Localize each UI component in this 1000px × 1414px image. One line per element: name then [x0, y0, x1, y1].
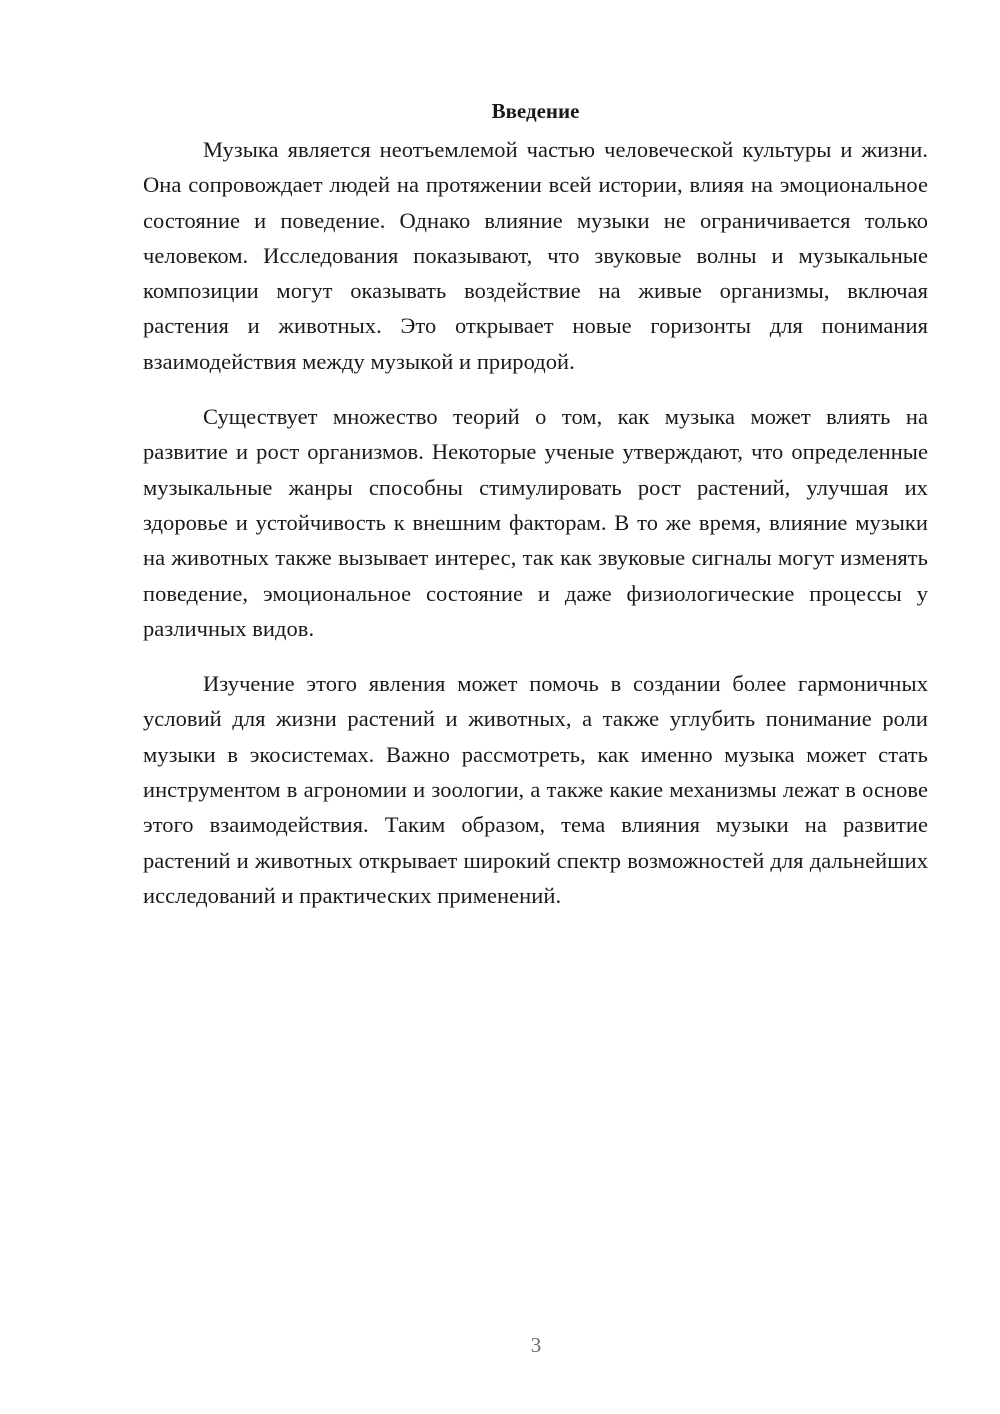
- page-content: [143, 96, 928, 933]
- paragraph-3: Изучение этого явления может помочь в создании более гармоничных условий для жизни растений и животных, а также углубить понимание роли музыки в экосистемах. Важно рассмотреть, как именно музыка может стать инструментом в агрономии и зоологии, а также какие механизмы лежат в основе этого взаимодействия. Таким образом, тема влияния музыки на развитие растений и животных открывает широкий спектр возможностей для дальнейших исследований и практических применений.: [143, 671, 928, 908]
- paragraph-2: Существует множество теорий о том, как музыка может влиять на развитие и рост организмов. Некоторые ученые утверждают, что определенные музыкальные жанры способны стимулировать рост растений, улучшая их здоровье и устойчивость к внешним факторам. В то же время, влияние музыки на животных также вызывает интерес, так как звуковые сигналы могут изменять поведение, эмоциональное состояние и даже физиологические процессы у различных видов.: [143, 404, 928, 641]
- section-heading: Введение: [491, 99, 580, 123]
- page-number: 3: [530, 1333, 542, 1357]
- paragraph-1: Музыка является неотъемлемой частью человеческой культуры и жизни. Она сопровождает людей на протяжении всей истории, влияя на эмоциональное состояние и поведение. Однако влияние музыки не ограничивается только человеком. Исследования показывают, что звуковые волны и музыкальные композиции могут оказывать воздействие на живые организмы, включая растения и животных. Это открывает новые горизонты для понимания взаимодействия между музыкой и природой.: [143, 137, 928, 374]
